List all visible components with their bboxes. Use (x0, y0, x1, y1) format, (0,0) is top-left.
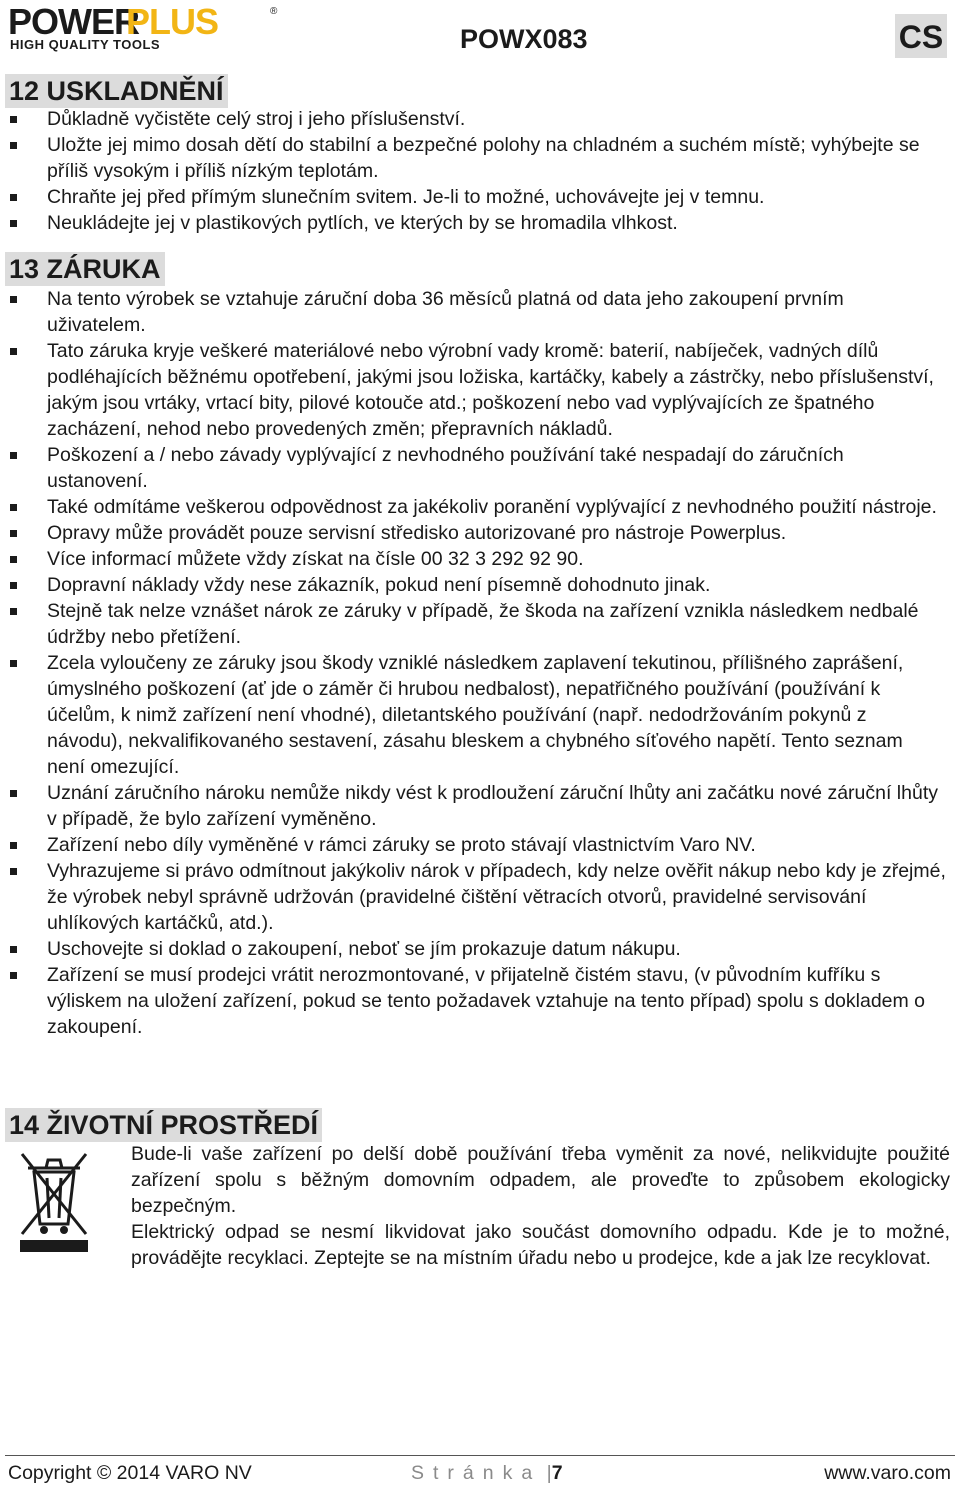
bullet-square-icon (10, 660, 17, 667)
list-item-text: Důkladně vyčistěte celý stroj i jeho příslušenství. (47, 108, 466, 130)
logo-tagline: HIGH QUALITY TOOLS (10, 37, 161, 52)
powerplus-logo (8, 1, 278, 52)
list-item-text: Také odmítáme veškerou odpovědnost za jakékoliv poranění vyplývající z nevhodného použití nástroje. (47, 496, 937, 518)
list-item-text: Zařízení se musí prodejci vrátit nerozmontované, v přijatelně čistém stavu, (v původním kufříku s výliskem na uložení zařízení, pokud se tento požadavek vztahuje na tento případ) spolu s dokladem o zakoupení. (47, 964, 926, 1038)
list-item (0, 520, 960, 546)
list-item (0, 184, 960, 210)
logo-word-power: POWER (8, 1, 140, 42)
list-item (0, 936, 960, 962)
environment-paragraph: Bude-li vaše zařízení po delší době používání třeba vyměnit za nové, nelikvidujte použité zařízení spolu s běžným domovním odpadem, ale proveďte to způsobem ekologicky bezpečným. (131, 1143, 950, 1217)
list-item-text: Stejně tak nelze vznášet nárok ze záruky v případě, že škoda na zařízení vznikla následkem nedbalé údržby nebo přetížení. (47, 600, 919, 648)
bullet-square-icon (10, 556, 17, 563)
bullet-square-icon (10, 842, 17, 849)
bullet-square-icon (10, 142, 17, 149)
list-item-text: Opravy může provádět pouze servisní středisko autorizované pro nástroje Powerplus. (47, 522, 787, 544)
environment-text (131, 1141, 950, 1271)
section-12-heading: 12 USKLADNĚNÍ (5, 74, 228, 108)
bullet-square-icon (10, 530, 17, 537)
list-item (0, 106, 960, 132)
bullet-square-icon (10, 194, 17, 201)
list-item-text: Na tento výrobek se vztahuje záruční doba 36 měsíců platná od data jeho zakoupení prvním uživatelem. (47, 288, 844, 336)
list-item-text: Uložte jej mimo dosah dětí do stabilní a bezpečné polohy na chladném a suchém místě; vyhýbejte se příliš vysokým i příliš nízkým teplotám. (47, 134, 920, 182)
list-item-text: Vyhrazujeme si právo odmítnout jakýkoliv nárok v případech, kdy nelze ověřit nákup nebo kdy je zřejmé, že výrobek nebyl správně udržován (pravidelné čištění větracích otvorů, pravidelné servisování uhlíkových kartáčků, atd.). (47, 860, 946, 934)
section-13-heading: 13 ZÁRUKA (5, 252, 165, 286)
bullet-square-icon (10, 504, 17, 511)
list-item (0, 494, 960, 520)
bullet-square-icon (10, 582, 17, 589)
list-item (0, 546, 960, 572)
list-item-text: Neukládejte jej v plastikových pytlích, ve kterých by se hromadila vlhkost. (47, 212, 678, 234)
bullet-square-icon (10, 452, 17, 459)
list-item (0, 598, 960, 650)
bullet-square-icon (10, 608, 17, 615)
list-item-text: Chraňte jej před přímým slunečním svitem. Je-li to možné, uchovávejte jej v temnu. (47, 186, 765, 208)
footer-divider (5, 1455, 955, 1456)
bullet-square-icon (10, 790, 17, 797)
bullet-square-icon (10, 972, 17, 979)
bullet-square-icon (10, 946, 17, 953)
section-14-heading: 14 ŽIVOTNÍ PROSTŘEDÍ (5, 1108, 322, 1142)
section-13-list (0, 286, 960, 1040)
list-item (0, 962, 960, 1040)
logo-word-plus: PLUS (126, 1, 219, 42)
page-label: Stránka (411, 1462, 542, 1484)
list-item-text: Tato záruka kryje veškeré materiálové nebo výrobní vady kromě: baterií, nabíječek, vadných dílů podléhajících běžnému opotřebení, jakými jsou ložiska, kartáčky, kabely a zástrčky, nebo příslušenství, jakým jsou vrtáky, vrtací bity, pilové kotouče atd.; poškození nebo vad vyplývajících ze špatného zacházení, nehod nebo provedených změn; přepravních nákladů. (47, 340, 934, 440)
footer-copyright: Copyright © 2014 VARO NV (8, 1462, 252, 1484)
page-separator: | (546, 1462, 552, 1484)
list-item (0, 286, 960, 338)
footer-page-indicator (411, 1462, 563, 1485)
list-item (0, 338, 960, 442)
list-item (0, 572, 960, 598)
environment-paragraph: Elektrický odpad se nesmí likvidovat jako součást domovního odpadu. Kde je to možné, provádějte recyklaci. Zeptejte se na místním úřadu nebo u prodejce, kde a jak lze recyklovat. (131, 1221, 950, 1269)
list-item-text: Zařízení nebo díly vyměněné v rámci záruky se proto stávají vlastnictvím Varo NV. (47, 834, 756, 856)
list-item (0, 442, 960, 494)
model-number: POWX083 (460, 24, 588, 54)
list-item-text: Více informací můžete vždy získat na čísle 00 32 3 292 92 90. (47, 548, 584, 570)
list-item (0, 210, 960, 236)
list-item-text: Uznání záručního nároku nemůže nikdy vést k prodloužení záruční lhůty ani začátku nové záruční lhůty v případě, že bylo zařízení vyměněno. (47, 782, 938, 830)
bullet-square-icon (10, 348, 17, 355)
list-item (0, 858, 960, 936)
section-12-list (0, 106, 960, 236)
list-item (0, 832, 960, 858)
language-badge: CS (895, 14, 947, 58)
list-item-text: Zcela vyloučeny ze záruky jsou škody vzniklé následkem zaplavení tekutinou, přílišného zaprášení, úmyslného poškození (ať jde o záměr či hrubou nedbalost), nepatřičného používání (používání k účelům, k nimž zařízení není vhodné), diletantského používání (např. nedodržováním pokynů z návodu), nekvalifikovaného sestavení, zásahu bleskem a chybného síťového napětí. Tento seznam není omezující. (47, 652, 904, 778)
footer-website-link[interactable]: www.varo.com (824, 1462, 951, 1484)
logo-registered-mark: ® (270, 6, 278, 17)
bullet-square-icon (10, 116, 17, 123)
list-item (0, 132, 960, 184)
bullet-square-icon (10, 868, 17, 875)
page-number: 7 (551, 1462, 563, 1484)
weee-crossed-bin-icon (14, 1146, 94, 1254)
list-item (0, 650, 960, 780)
list-item (0, 780, 960, 832)
bullet-square-icon (10, 220, 17, 227)
list-item-text: Dopravní náklady vždy nese zákazník, pokud není písemně dohodnuto jinak. (47, 574, 711, 596)
list-item-text: Uschovejte si doklad o zakoupení, neboť se jím prokazuje datum nákupu. (47, 938, 681, 960)
bullet-square-icon (10, 296, 17, 303)
list-item-text: Poškození a / nebo závady vyplývající z nevhodného používání také nespadají do záručních ustanovení. (47, 444, 844, 492)
